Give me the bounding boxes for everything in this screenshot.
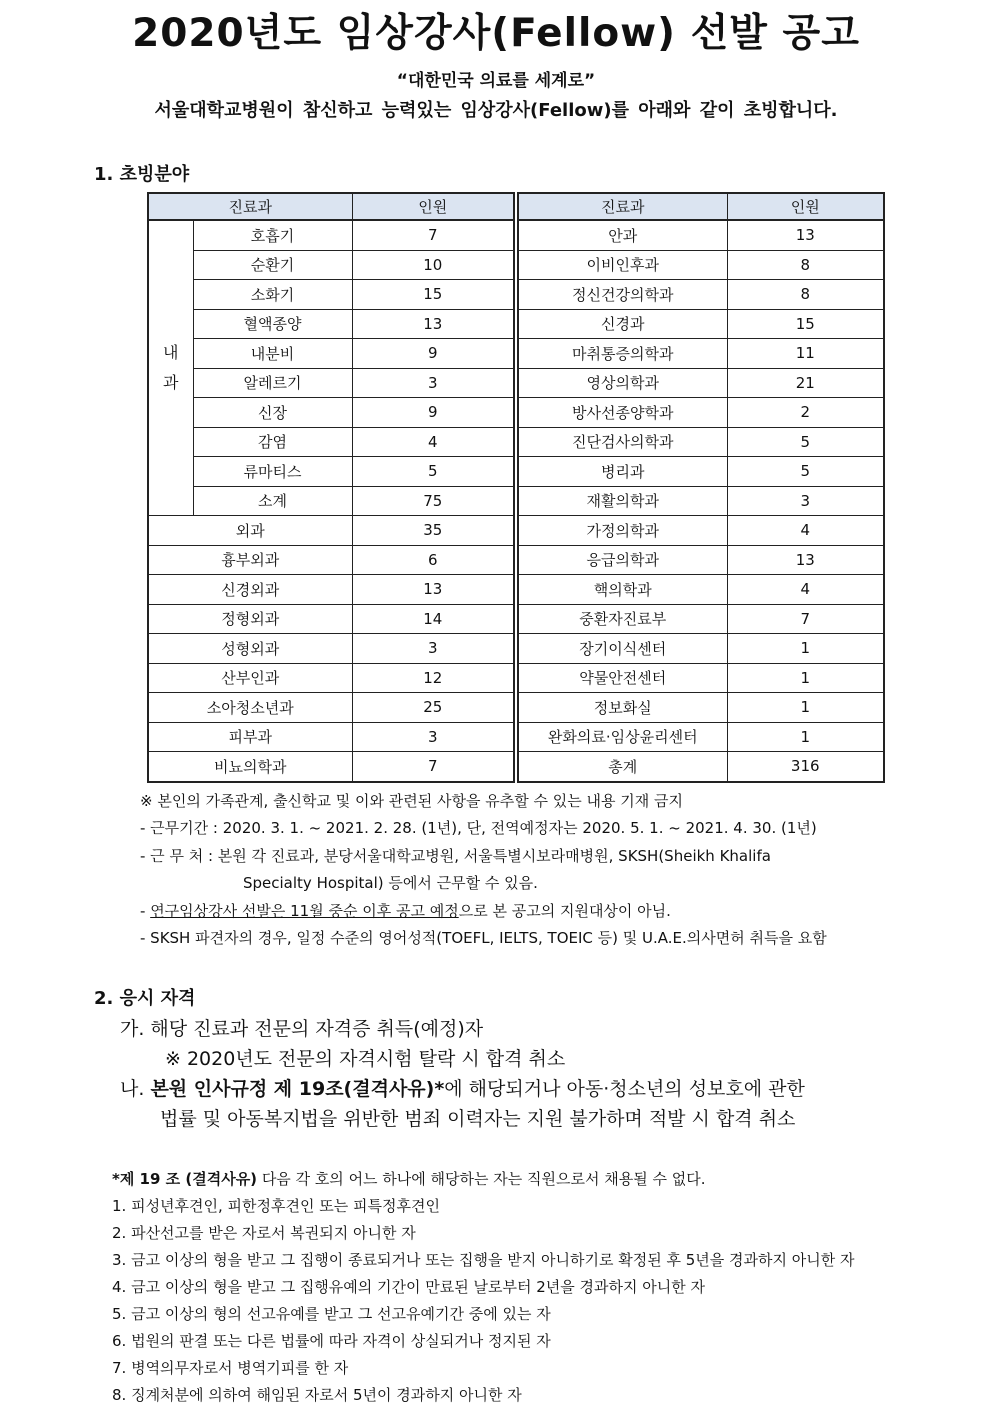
rules-list [112,1193,855,1404]
count-cell: 3 [352,722,514,752]
count-cell: 15 [727,309,884,339]
table-row [518,368,884,398]
rules-intro-text: 다음 각 호의 어느 하나에 해당하는 자는 직원으로서 채용될 수 없다. [257,1170,706,1188]
dept-cell: 알레르기 [193,368,352,398]
dept-cell: 총계 [518,752,727,782]
qual-item-b-prefix: 나. [120,1078,151,1100]
dept-cell: 신경과 [518,309,727,339]
count-cell: 5 [727,457,884,487]
dept-cell: 정형외과 [148,604,352,634]
table-header-row [148,193,514,220]
qual-item-b-bold: 본원 인사규정 제 19조(결격사유)* [150,1078,445,1100]
table-row [518,516,884,546]
header-dept: 진료과 [148,193,352,220]
rule-item: 2. 파산선고를 받은 자로서 복권되지 아니한 자 [112,1224,416,1242]
dept-cell: 비뇨의학과 [148,752,352,782]
table-row [148,486,514,516]
dept-cell: 응급의학과 [518,545,727,575]
dept-cell: 호흡기 [193,220,352,250]
note-workplace-cont: Specialty Hospital) 등에서 근무할 수 있음. [243,874,538,893]
count-cell: 7 [727,604,884,634]
dept-cell: 류마티스 [193,457,352,487]
rule-item: 3. 금고 이상의 형을 받고 그 집행이 종료되거나 또는 집행을 받지 아니하기로 확정된 후 5년을 경과하지 아니한 자 [112,1251,855,1269]
section2-heading: 2. 응시 자격 [94,988,196,1009]
table-row [518,339,884,369]
count-cell: 2 [727,398,884,428]
count-cell: 1 [727,693,884,723]
dept-cell: 진단검사의학과 [518,427,727,457]
count-cell: 1 [727,634,884,664]
dept-cell: 혈액종양 [193,309,352,339]
dept-cell: 핵의학과 [518,575,727,605]
count-cell: 3 [727,486,884,516]
dept-cell: 마취통증의학과 [518,339,727,369]
right-table-body [518,220,884,782]
note-research-fellow [140,898,827,925]
count-cell: 9 [352,339,514,369]
dept-cell: 가정의학과 [518,516,727,546]
count-cell: 25 [352,693,514,723]
dept-cell: 산부인과 [148,663,352,693]
table-row [518,457,884,487]
table-row [518,575,884,605]
dept-cell: 소계 [193,486,352,516]
disqualification-rules [112,1166,855,1404]
count-cell: 5 [727,427,884,457]
dept-cell: 외과 [148,516,352,546]
note-workplace: - 근 무 처 : 본원 각 진료과, 분당서울대학교병원, 서울특별시보라매병원, SKSH(Sheikh Khalifa [140,846,771,865]
count-cell: 14 [352,604,514,634]
count-cell: 10 [352,250,514,280]
dept-cell: 흉부외과 [148,545,352,575]
dept-cell: 성형외과 [148,634,352,664]
count-cell: 8 [727,250,884,280]
qual-item-b-cont: 법률 및 아동복지법을 위반한 범죄 이력자는 지원 불가하며 적발 시 합격 취소 [160,1108,796,1130]
qual-item-a: 가. 해당 진료과 전문의 자격증 취득(예정)자 [120,1018,484,1040]
notes [140,788,827,952]
dept-cell: 약물안전센터 [518,663,727,693]
recruitment-table-right [517,192,885,783]
table-row [148,280,514,310]
count-cell: 4 [727,516,884,546]
internal-label-1: 내 [163,343,179,362]
table-row [518,752,884,782]
header-dept: 진료과 [518,193,727,220]
rules-intro [112,1166,854,1193]
count-cell: 3 [352,634,514,664]
internal-medicine-label [148,220,193,516]
table-row [518,634,884,664]
table-row [518,309,884,339]
table-row [148,752,514,782]
note-research-prefix: - [140,901,151,920]
dept-cell: 중환자진료부 [518,604,727,634]
rule-item: 5. 금고 이상의 형의 선고유예를 받고 그 선고유예기간 중에 있는 자 [112,1305,551,1323]
count-cell: 13 [352,575,514,605]
count-cell: 12 [352,663,514,693]
table-row [148,457,514,487]
count-cell: 11 [727,339,884,369]
count-cell: 7 [352,752,514,782]
dept-cell: 완화의료·임상윤리센터 [518,722,727,752]
table-row [518,545,884,575]
table-row [148,604,514,634]
rule-item: 1. 피성년후견인, 피한정후견인 또는 피특정후견인 [112,1197,440,1215]
note-research-suffix: 으로 본 공고의 지원대상이 아님. [458,901,671,920]
count-cell: 5 [352,457,514,487]
slogan: “대한민국 의료를 세계로” [396,71,596,91]
dept-cell: 장기이식센터 [518,634,727,664]
table-row [148,722,514,752]
page-title: 2020년도 임상강사(Fellow) 선발 공고 [132,11,860,56]
rule-item: 6. 법원의 판결 또는 다른 법률에 따라 자격이 상실되거나 정지된 자 [112,1332,551,1350]
count-cell: 3 [352,368,514,398]
table-row [148,545,514,575]
dept-cell: 신장 [193,398,352,428]
count-cell: 7 [352,220,514,250]
table-row [518,604,884,634]
table-row [148,693,514,723]
dept-cell: 피부과 [148,722,352,752]
dept-cell: 이비인후과 [518,250,727,280]
header-count: 인원 [727,193,884,220]
count-cell: 4 [727,575,884,605]
count-cell: 13 [727,220,884,250]
table-header-row [518,193,884,220]
table-row [148,427,514,457]
dept-cell: 정신건강의학과 [518,280,727,310]
count-cell: 8 [727,280,884,310]
note-sksh: - SKSH 파견자의 경우, 일정 수준의 영어성적(TOEFL, IELTS, TOEIC 등) 및 U.A.E.의사면허 취득을 요함 [140,928,827,947]
section1-heading: 1. 초빙분야 [94,164,190,185]
table-row [518,663,884,693]
header-count: 인원 [352,193,514,220]
qual-item-a-note: ※ 2020년도 전문의 자격시험 탈락 시 합격 취소 [165,1048,566,1070]
table-row [148,220,514,250]
qualifications [120,1014,805,1134]
dept-cell: 신경외과 [148,575,352,605]
count-cell: 6 [352,545,514,575]
note-period: - 근무기간 : 2020. 3. 1. ~ 2021. 2. 28. (1년), 단, 전역예정자는 2020. 5. 1. ~ 2021. 4. 30. (1년) [140,819,817,838]
table-row [148,663,514,693]
rule-item: 7. 병역의무자로서 병역기피를 한 자 [112,1359,349,1377]
count-cell: 316 [727,752,884,782]
table-row [148,368,514,398]
rule-item: 4. 금고 이상의 형을 받고 그 집행유예의 기간이 만료된 날로부터 2년을 경과하지 아니한 자 [112,1278,705,1296]
count-cell: 13 [727,545,884,575]
count-cell: 35 [352,516,514,546]
table-row [148,575,514,605]
dept-cell: 순환기 [193,250,352,280]
table-row [518,280,884,310]
table-row [148,250,514,280]
dept-cell: 소아청소년과 [148,693,352,723]
dept-cell: 안과 [518,220,727,250]
dept-cell: 영상의학과 [518,368,727,398]
recruitment-table-left [147,192,515,783]
dept-cell: 소화기 [193,280,352,310]
count-cell: 1 [727,722,884,752]
qual-item-b-rest: 에 해당되거나 아동·청소년의 성보호에 관한 [444,1078,805,1100]
table-row [148,516,514,546]
table-row [148,339,514,369]
table-row [518,427,884,457]
note-privacy: ※ 본인의 가족관계, 출신학교 및 이와 관련된 사항을 유추할 수 있는 내용 기재 금지 [140,792,684,810]
count-cell: 9 [352,398,514,428]
count-cell: 1 [727,663,884,693]
count-cell: 21 [727,368,884,398]
table-row [148,398,514,428]
table-row [518,722,884,752]
rule-item: 8. 징계처분에 의하여 해임된 자로서 5년이 경과하지 아니한 자 [112,1386,522,1404]
dept-cell: 감염 [193,427,352,457]
table-row [148,309,514,339]
table-row [518,693,884,723]
internal-label-2: 과 [163,373,179,392]
dept-cell: 정보화실 [518,693,727,723]
count-cell: 4 [352,427,514,457]
dept-cell: 방사선종양학과 [518,398,727,428]
dept-cell: 병리과 [518,457,727,487]
rules-intro-bold: *제 19 조 (결격사유) [112,1170,258,1188]
count-cell: 15 [352,280,514,310]
dept-cell: 내분비 [193,339,352,369]
qual-item-b [120,1074,805,1104]
note-research-underlined: 연구임상강사 선발은 11월 중순 이후 공고 예정 [150,901,459,920]
dept-cell: 재활의학과 [518,486,727,516]
table-row [518,486,884,516]
count-cell: 13 [352,309,514,339]
table-row [148,634,514,664]
intro-text: 서울대학교병원이 참신하고 능력있는 임상강사(Fellow)를 아래와 같이 초빙합니다. [154,100,838,121]
table-row [518,250,884,280]
count-cell: 75 [352,486,514,516]
table-row [518,398,884,428]
left-table-body [148,220,514,782]
table-row [518,220,884,250]
